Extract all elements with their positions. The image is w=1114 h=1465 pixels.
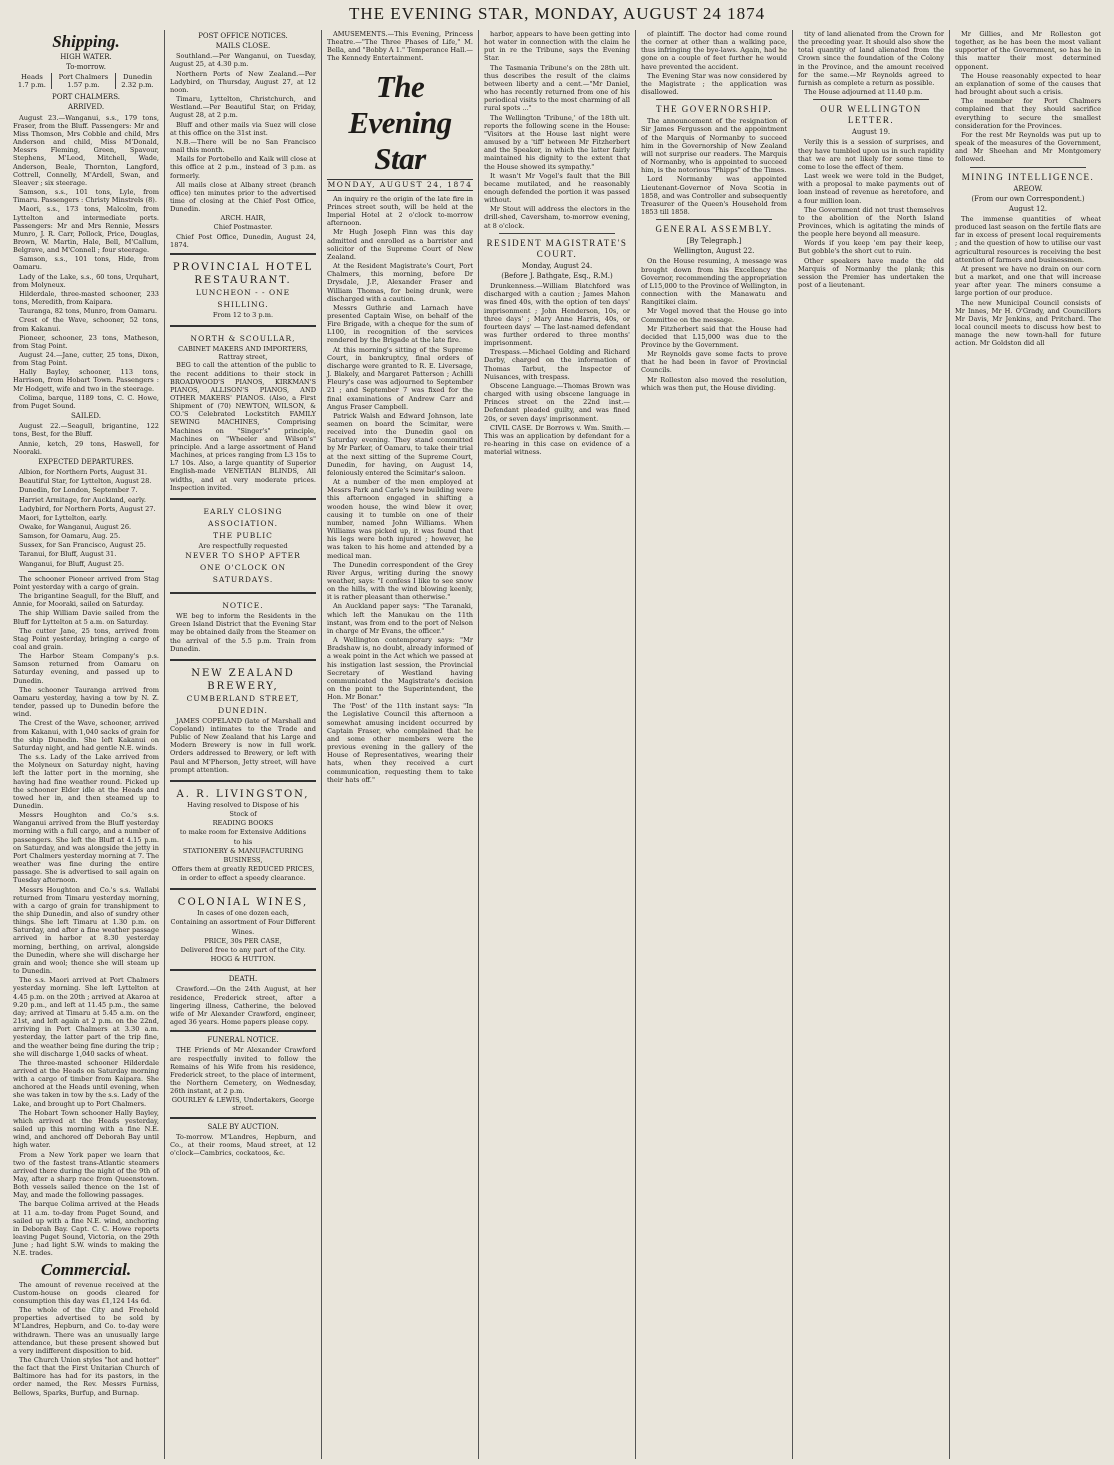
paragraph: Wanganui, for Bluff, August 25. <box>19 559 124 568</box>
wines-title: COLONIAL WINES, <box>177 897 309 909</box>
paragraph: The whole of the City and Freehold properties advertised to be sold by M'Landres, Hepburn, and Co. to-day were withdrawn. There was an unusually large attendance, but these present showed but a very indifferent disposition to bid. <box>13 1306 159 1355</box>
paragraph: The new Municipal Council consists of Mr Innes, Mr H. O'Grady, and Councillors Mr Davis, Mr Jenkins, and Pritchard. The local council meets to discuss how best to manage the new town-hall for future action. Mr Goldston did all <box>955 298 1101 348</box>
paragraph: August 24.—Jane, cutter, 25 tons, Dixon, from Stag Point. <box>13 351 159 368</box>
assembly-date: Wellington, August 22. <box>673 247 755 256</box>
brewery-title: NEW ZEALAND BREWERY, <box>191 667 295 692</box>
paragraph: Mr Fitzherbert said that the House had decided that L15,000 was due to the Province by the Government. <box>641 324 787 349</box>
assembly-body <box>641 257 787 392</box>
tide-time: 2.32 p.m. <box>116 81 159 89</box>
cabinet-ad <box>170 333 316 492</box>
paragraph: Colima, barque, 1189 tons, C. C. Howe, from Puget Sound. <box>13 393 159 410</box>
paragraph: Pioneer, schooner, 23 tons, Matheson, from Stag Point. <box>13 333 159 350</box>
paragraph: For the rest Mr Reynolds was put up to speak of the measures of the Government, and Mr Sheehan and Mr Montgomery followed. <box>955 130 1101 164</box>
divider <box>170 253 316 255</box>
paragraph: In cases of one dozen each, <box>197 909 289 918</box>
sale-title: SALE BY AUCTION. <box>207 1122 279 1131</box>
paragraph: Mr Hugh Joseph Finn was this day admitted and enrolled as a barrister and solicitor of the Supreme Court of New Zealand. <box>327 228 473 261</box>
divider <box>170 592 316 594</box>
notice-title: NOTICE. <box>222 601 264 611</box>
paragraph: Delivered free to any part of the City. <box>180 945 306 954</box>
paragraph: The Government did not trust themselves to the abolition of the North Island Provinces, which is agitating the minds of the people here beyond all measure. <box>798 205 944 239</box>
funeral-sign: GOURLEY & LEWIS, Undertakers, George street. <box>171 1096 315 1113</box>
tide-place: Heads <box>21 73 43 82</box>
paragraph: CIVIL CASE. Dr Borrows v. Wm. Smith.—This was an application by defendant for a re-hearing in this case on evidence of a material witness. <box>484 423 630 457</box>
paragraph: BUSINESS, <box>223 855 263 864</box>
paragraph: From a New York paper we learn that two of the fastest trans-Atlantic steamers arrived there during the night of the 9th of May, after a sharp race from Queenstown. Both vessels sailed thence on the 1st of May, and made the following passages. <box>13 1150 159 1200</box>
paragraph: Drunkenness.—William Blatchford was discharged with a caution ; James Mahon was fined 40s, with the option of ten days' imprisonment ; John Henderson, 10s, or three days' ; Mary Anne Harris, 40s, or fourteen days' — The last-named defendant was further ordered to three months' imprisonment. <box>484 282 630 348</box>
shipping-heading: Shipping. <box>52 32 120 51</box>
paragraph: Patrick Walsh and Edward Johnson, late seamen on board the Scimitar, were received into the Dunedin gaol on Saturday evening. They stand committed by Mr Parker, of Oamaru, to take their trial at the next sitting of the Supreme Court, Dunedin, for having, on August 14, feloniously entered the Scimitar's saloon. <box>327 411 473 477</box>
paragraph: Last week we were told in the Budget, with a proposal to make payments out of loan instead of revenue as heretofore, and a four million loan. <box>798 172 944 205</box>
paragraph: to his <box>233 837 253 846</box>
funeral-body: THE Friends of Mr Alexander Crawford are respectfully invited to follow the Remains of his Wife from his residence, Frederick street, to the place of interment, the Northern Cemetery, on Wednesday, 26th instant, at 2 p.m. <box>170 1046 316 1096</box>
paragraph: Timaru, Lyttelton, Christchurch, and Westland.—Per Beautiful Star, on Friday, August 28, at 2 p.m. <box>170 95 316 120</box>
restaurant-title: PROVINCIAL HOTEL RESTAURANT. <box>172 261 314 286</box>
court-bench: (Before J. Bathgate, Esq., R.M.) <box>501 271 613 280</box>
paragraph: A Wellington contemporary says: "Mr Bradshaw is, no doubt, already informed of a weak point in the Act which we passed at his instigation last session, the Provincial Secretary of Westland having communicated the Magistrate's decision on the point to the Superintendent, the Hon. Mr Bonar." <box>327 636 473 702</box>
livingston-ad <box>170 788 316 882</box>
paragraph: Containing an assortment of Four Different <box>170 918 316 927</box>
mining-subtitle: AREOW. <box>1013 184 1043 193</box>
paragraph: August 23.—Wanganui, s.s., 179 tons, Fraser, from the Bluff. Passengers: Mr and Miss Thomson, Mrs Cobble and child, Mrs Anderson and child, Miss M'Donald, Messrs Fleming, Green, Spavour, Stephens, M'Leod, Mitchell, Wade, Anderson, Beale, Thornton, Langford, Cottrell, Connelly, M'Ardell, Swan, and Sleaver ; six steerage. <box>13 113 159 187</box>
paragraph: Mr Reynolds gave some facts to prove that he had been in favor of Provincial Councils. <box>641 350 787 375</box>
paragraph: Messrs Guthrie and Larnach have presented Captain Wise, on behalf of the Fire Brigade, with a cheque for the sum of L100, in recognition of the services rendered by the Brigade at the late fire. <box>327 303 473 345</box>
letter-title: OUR WELLINGTON LETTER. <box>820 104 922 126</box>
sailed-title: SAILED. <box>71 412 101 421</box>
paragraph: Trespass.—Michael Golding and Richard Darby, charged on the information of Thomas Tarbut, the Inspector of Nuisances, with trespass. <box>484 348 630 381</box>
paragraph: Stock of <box>229 810 257 819</box>
paragraph: The Dunedin correspondent of the Grey River Argus, writing during the snowy weather, says: "I confess I like to see snow on the hills, with the wind blowing keenly, it is rather pleasant than otherwise." <box>327 560 473 602</box>
assembly-sub: [By Telegraph.] <box>686 237 742 246</box>
politics-body <box>641 30 787 96</box>
paragraph: Offers them at greatly REDUCED PRICES, <box>171 865 315 873</box>
shipping-news <box>13 575 159 1258</box>
running-head <box>8 4 1106 24</box>
paragraph: Beautiful Star, for Lyttelton, August 28. <box>19 477 152 486</box>
column-advertisements <box>164 30 321 1459</box>
death-body: Crawford.—On the 24th August, at her residence, Frederick street, after a lingering illness, Catherine, the beloved wife of Mr Alexander Crawford, engineer, aged 36 years. Home papers please copy. <box>170 985 316 1027</box>
paragraph: N.B.—There will be no San Francisco mail this month. <box>170 137 316 155</box>
early-closing-ad <box>170 506 316 586</box>
funeral-title: FUNERAL NOTICE. <box>207 1036 279 1045</box>
tide-time: 1.57 p.m. <box>51 81 115 89</box>
columns <box>8 30 1106 1459</box>
paragraph: Dunedin, for London, September 7. <box>19 486 138 495</box>
paragraph: READING BOOKS <box>212 819 274 828</box>
paragraph: The amount of revenue received at the Custom-house on goods cleared for consumption this day was £1,124 14s 6d. <box>13 1280 159 1305</box>
restaurant-line: From 12 to 3 p.m. <box>212 310 274 319</box>
paragraph: The barque Colima arrived at the Heads at 11 a.m. to-day from Puget Sound, and sailed up with a fine N.E. wind, anchoring in Deborah Bay. Capt. C. C. Howe reports leaving Puget Sound, Victoria, on the 29th June ; had light S.W. winds to making the N.E. trades. <box>13 1200 159 1258</box>
governorship-body <box>641 117 787 216</box>
paragraph: Having resolved to Dispose of his <box>187 800 299 809</box>
paragraph: At this morning's sitting of the Supreme Court, in bankruptcy, final orders of discharge were granted to R. E. Liversage, J. Blakely, and Margaret Patterson ; Achilli Fleury's case was adjourned to September 21 ; and September 7 was fixed for the final examinations of Andrew Carr and Angus Fraser Campbell. <box>327 345 473 411</box>
paragraph: Maori, s.s., 173 tons, Malcolm, from Lyttelton and intermediate ports. Passengers: Mr and Mrs Rennie, Messrs Munro, J. R. Carr, Pollock, Price, Douglas, Brown, W. Martin, Hale, Bell, M'Callum, Belgrave, and M'Connell ; four steerage. <box>13 205 159 255</box>
paragraph: Mails for Portobello and Kaik will close at this office at 2 p.m., instead of 3 p.m. as formerly. <box>170 155 316 180</box>
paragraph: Lord Normanby was appointed Lieutenant-Governor of Nova Scotia in 1858, and was Controller and subsequently Treasurer of the Queen's Household from 1853 till 1858. <box>641 175 787 216</box>
paragraph: On the House resuming, A message was brought down from his Excellency the Governor, recommending the appropriation of L15,000 to the Province of Wellington, in connection with the Manawatu and Rangitikei claim. <box>641 257 787 307</box>
notice-ad <box>170 600 316 653</box>
column-editorial <box>321 30 478 1459</box>
tide-table <box>13 73 159 89</box>
postmaster-date: Chief Post Office, Dunedin, August 24, 1874. <box>170 232 316 249</box>
column-letter <box>792 30 949 1459</box>
paragraph: Northern Ports of New Zealand.—Per Ladybird, on Thursday, August 27, at 12 noon. <box>170 69 316 94</box>
cabinet-body: BEG to call the attention of the public to the recent additions to their stock in BROADWOOD'S PIANOS, KIRKMAN'S PIANOS, ALLISON'S PIANOS, AND OTHER MAKERS' PIANOS. (Also, a First Shipment of (70) NEWTON, WILSON, & CO.'S Celebrated Lockstitch FAMILY SEWING MACHINES, Comprising Machines on "Singer's" principle, Machines on "Wheeler and Wilson's" principle. And a large assortment of Hand Machines, at prices ranging from L3 15s to L7 10s. Also, a large quantity of Superior English-made VENETIAN BLINDS, All widths, and at very moderate prices. Inspection invited. <box>170 361 316 492</box>
cabinet-subtitle: CABINET MAKERS AND IMPORTERS, Rattray street, <box>178 345 308 362</box>
paragraph: Harriet Armitage, for Auckland, early. <box>19 495 147 504</box>
assembly-title: GENERAL ASSEMBLY. <box>655 224 773 235</box>
commercial-news <box>13 1281 159 1397</box>
paragraph: Mr Stout will address the electors in the drill-shed, Caversham, to-morrow evening, at 8 o'clock. <box>484 205 630 230</box>
paragraph: The House adjourned at 11.40 p.m. <box>804 88 923 97</box>
paragraph: The cutter Jane, 25 tons, arrived from Stag Point yesterday, bringing a cargo of coal and grain. <box>13 626 159 651</box>
paragraph: harbor, appears to have been getting into hot water in connection with the claim he put in re the Tribune, says the Evening Star. <box>484 30 630 63</box>
notice-body: WE beg to inform the Residents in the Green Island District that the Evening Star may be obtained daily from the Steamer on the arrival of the 5.5 p.m. Train from Dunedin. <box>170 612 316 653</box>
court-date: Monday, August 24. <box>521 261 593 270</box>
divider <box>28 571 145 572</box>
early-closing-title: EARLY CLOSING ASSOCIATION. <box>203 506 283 528</box>
brewery-line: CUMBERLAND STREET, <box>186 693 300 703</box>
sale-body: To-morrow. M'Landres, Hepburn, and Co., at their rooms, Maud street, at 12 o'clock—Cambrics, cockatoos, &c. <box>170 1132 316 1158</box>
mails-close-subheading: MAILS CLOSE. <box>215 42 271 51</box>
paragraph: Hilderdale, three-masted schooner, 233 tons, Meredith, from Kaipara. <box>13 289 159 307</box>
paragraph: The schooner Tauranga arrived from Oamaru yesterday, having a tow by N. Z. tender, passed up to Dunedin before the wind. <box>13 685 159 719</box>
brewery-body: JAMES COPELAND (late of Marshall and Copeland) intimates to the Trade and Public of New Zealand that his Large and Modern Brewery is now in full work. Orders addressed to Brewery, or left with Paul and M'Pherson, Jetty street, will have prompt attention. <box>170 716 316 774</box>
court-title: RESIDENT MAGISTRATE'S COURT. <box>486 237 628 259</box>
wines-ad <box>170 896 316 963</box>
paragraph: The announcement of the resignation of Sir James Fergusson and the appointment of the Marquis of Normanby to succeed him in the Governorship of New Zealand will not surprise our readers. The Marquis of Normanby, who is appointed to succeed him, is the notorious "Phipps" of the Times. <box>641 117 787 175</box>
paragraph: Albion, for Northern Ports, August 31. <box>19 468 148 477</box>
paragraph: An Auckland paper says: "The Taranaki, which left the Manukau on the 11th instant, was from end to the port of Nelson in charge of Mr Evans, the officer." <box>327 602 473 635</box>
paragraph: Crest of the Wave, schooner, 52 tons, from Kakanui. <box>13 316 159 333</box>
paragraph: The Evening Star was now considered by the Magistrate ; the application was disallowed. <box>641 71 787 97</box>
paragraph: The Tasmania Tribune's on the 28th ult. thus describes the result of the claims between liberty and a cent.—"Mr Daniel, who has recently returned from one of his periodical visits to the most charming of all rural spots ..." <box>484 63 630 113</box>
paragraph: Other speakers have made the old Marquis of Normanby the plank; this session the Premier has undertaken the post of a lieutenant. <box>798 256 944 290</box>
paragraph: Hally Bayley, schooner, 113 tons, Harrison, from Hobart Town. Passengers : Mr Hodgett, wife and two in the steerage. <box>13 368 159 393</box>
postmaster-name: ARCH. HAIR, <box>220 214 266 223</box>
paragraph: The s.s. Lady of the Lake arrived from the Molyneux on Saturday night, having left the latter port in the morning, she having had fine weather round. Picked up the schooner Elder idle at the Heads and towed her in, and then steamed up to Dunedin. <box>13 753 159 810</box>
paragraph: It wasn't Mr Vogel's fault that the Bill became mutilated, and he reasonably enough defended the portion it was passed without. <box>484 171 630 205</box>
paragraph: The Hobart Town schooner Hally Bayley, which arrived at the Heads yesterday, sailed up this morning with a fine N.E. wind, and anchored off Deborah Bay until high water. <box>13 1108 159 1150</box>
livingston-title: A. R. LIVINGSTON, <box>176 788 310 800</box>
restaurant-line: LUNCHEON - - ONE SHILLING. <box>195 287 291 309</box>
port-title: PORT CHALMERS. <box>52 93 120 102</box>
paragraph: Mr Vogel moved that the House go into Committee on the message. <box>641 307 787 324</box>
tide-title: HIGH WATER. <box>60 53 112 61</box>
post-notices <box>170 52 316 213</box>
paragraph: HOGG & HUTTON. <box>210 955 276 964</box>
paragraph: Lady of the Lake, s.s., 60 tons, Urquhart, from Molyneux. <box>13 272 159 289</box>
paragraph: At the Resident Magistrate's Court, Port Chalmers, this morning, before Dr Drysdale, J.P., Alexander Fraser and William Thomas, for being drunk, were discharged with a caution. <box>327 262 473 303</box>
paragraph: The schooner Pioneer arrived from Stag Point yesterday with a cargo of grain. <box>13 574 159 591</box>
livingston-lines <box>170 801 316 882</box>
paragraph: Owake, for Wanganui, August 26. <box>19 522 132 531</box>
paragraph: tity of land alienated from the Crown for the preceding year. It should also show the total quantity of land alienated from the Crown since the foundation of the Colony in the Province, and the amount received for the same.—Mr Reynolds agreed to furnish as complete a return as possible. <box>798 30 944 87</box>
paragraph: The Wellington 'Tribune,' of the 18th ult. reports the following scene in the House: "Visitors at the House last night were amused by a 'tiff' between Mr Fitzherbert and the Speaker, in which the latter fairly maintained his dignity to the extent that the House showed its sympathy." <box>484 113 630 171</box>
mining-lead <box>955 30 1101 164</box>
running-head-title: THE EVENING STAR, MONDAY, AUGUST 24 1874 <box>348 4 766 23</box>
paragraph: Bluff and other mails via Suez will close at this office on the 31st inst. <box>170 120 316 137</box>
paragraph: Words if you keep 'em pay their keep, But gobble's the short cut to ruin. <box>798 239 944 256</box>
tide-time: 1.7 p.m. <box>17 81 46 90</box>
flag-date: MONDAY, AUGUST 24, 1874 <box>327 179 473 191</box>
divider <box>970 167 1087 168</box>
paragraph: Tauranga, 82 tons, Munro, from Oamaru. <box>19 307 158 316</box>
brewery-ad <box>170 667 316 774</box>
divider <box>170 888 316 890</box>
divider <box>170 325 316 327</box>
letter-lead <box>798 30 944 96</box>
divider <box>170 1117 316 1119</box>
divider <box>656 99 773 100</box>
paragraph: Sussex, for San Francisco, August 25. <box>19 541 146 550</box>
paragraph: Messrs Houghton and Co.'s s.s. Wallabi returned from Timaru yesterday morning, with a cargo of grain for transhipment to the ship Dunedin, and also of sundry other things. She left Timaru at 1.30 p.m. on Saturday, and after a fine weather passage arrived in harbor at 8.30 yesterday morning, berthing, on arrival, alongside the Dunedin, where she will discharge her grain and wool; thence she will steam up to Dunedin. <box>13 885 159 976</box>
column-politics <box>635 30 792 1459</box>
paragraph: The brigantine Seagull, for the Bluff, and Annie, for Mooraki, sailed on Saturday. <box>13 592 159 609</box>
mining-body <box>955 215 1101 348</box>
news-body <box>484 30 630 230</box>
paragraph: Southland.—Per Wanganui, on Tuesday, August 25, at 4.30 p.m. <box>170 52 316 69</box>
letter-body <box>798 138 944 289</box>
paragraph: Annie, ketch, 29 tons, Haswell, for Nooraki. <box>13 439 159 456</box>
paragraph: Verily this is a session of surprises, and they have tumbled upon us in such rapidity that we are not likely for some time to come to lose the effect of them. <box>798 138 944 171</box>
paragraph: The s.s. Maori arrived at Port Chalmers yesterday morning. She left Lyttelton at 4.45 p.m. on the 20th ; arrived at Akaroa at 9.20 p.m., and left at 11.45 p.m., the same day; arrived at Timaru at 5.45 a.m. on the 21st, and left again at 2 p.m. on the 22nd, arriving in Port Chalmers at 3.30 a.m. yesterday, the latter part of the trip fine, and the weather being fine during the trip ; she will discharge 1,040 sacks of wheat. <box>13 976 159 1058</box>
paragraph: Maori, for Lyttelton, early. <box>19 513 108 522</box>
tide-place: Port Chalmers <box>51 73 115 81</box>
commercial-heading: Commercial. <box>40 1259 132 1279</box>
paragraph: An inquiry re the origin of the late fire in Princes street south, will be held at the Imperial Hotel at 2 o'clock to-morrow afternoon. <box>327 194 473 228</box>
mining-credit: (From our own Correspondent.) <box>971 194 1085 203</box>
divider <box>170 498 316 500</box>
column-shipping <box>8 30 164 1459</box>
paragraph: Samson, s.s., 101 tons, Lyle, from Timaru. Passengers : Christy Minstrels (8). <box>13 188 159 205</box>
paragraph: to make room for Extensive Additions <box>179 828 307 837</box>
paragraph: PRICE, 30s PER CASE, <box>204 936 282 945</box>
divider <box>170 969 316 971</box>
column-mining <box>949 30 1106 1459</box>
early-closing-line: ONE O'CLOCK ON SATURDAYS. <box>199 563 287 585</box>
mining-title: MINING INTELLIGENCE. <box>961 171 1095 182</box>
paragraph: At a number of the men employed at Messrs Park and Carle's new building were this afternoon engaged in shifting a wooden house, the wind blew it over, causing it to tumble on one of their number, named John Williams. When Williams was picked up, it was found that his legs were both injured ; however, he was taken to his home and attended by a medical man. <box>327 478 473 560</box>
paragraph: Samson, for Oamaru, Aug. 25. <box>19 532 121 541</box>
paragraph: The Crest of the Wave, schooner, arrived from Kakanui, with 1,040 sacks of grain for the ship Dunedin. She left Kakanui on Saturday night, and had gentle N.E. winds. <box>13 719 159 752</box>
wines-lines <box>170 909 316 963</box>
divider <box>813 99 930 100</box>
paragraph: At present we have no drain on our corn but a market, and one that will increase year after year. The miners consume a large portion of our produce. <box>955 264 1101 298</box>
paragraph: All mails close at Albany street (branch office) ten minutes prior to the advertised time of closing at the Chief Post Office, Dunedin. <box>170 180 316 214</box>
letter-date: August 19. <box>851 128 891 137</box>
court-body <box>484 282 630 456</box>
paragraph: The Church Union styles "hot and hotter" the fact that the First Unitarian Church of Baltimore has had for its pastors, in the order named, the Rev. Messrs Furniss, Bellows, Sparks, Burfup, and Burnap. <box>13 1355 159 1397</box>
paragraph: The member for Port Chalmers complained that they should sacrifice everything to secure the smallest consideration for the Provinces. <box>955 97 1101 130</box>
cabinet-title: NORTH & SCOULLAR, <box>190 334 296 344</box>
column-news <box>478 30 635 1459</box>
paragraph: August 22.—Seagull, brigantine, 122 tons, Best, for the Bluff. <box>13 422 159 439</box>
post-office-heading: POST OFFICE NOTICES. <box>198 32 288 40</box>
paragraph: The Harbor Steam Company's p.s. Samson returned from Oamaru on Saturday evening, and passed up to Dunedin. <box>13 652 159 685</box>
tide-place: Dunedin <box>116 73 159 81</box>
sailings-list <box>13 422 159 456</box>
brewery-line: DUNEDIN. <box>218 705 268 715</box>
paragraph: Obscene Language.—Thomas Brown was charged with using obscene language in Princes street on the 22nd inst.—Defendant pleaded guilty, and was fined 20s, or seven days' imprisonment. <box>484 381 630 423</box>
postmaster-title: Chief Postmaster. <box>213 223 273 232</box>
paragraph: in order to effect a speedy clearance. <box>180 874 306 883</box>
paragraph: Messrs Houghton and Co.'s s.s. Wanganui arrived from the Bluff yesterday morning with a full cargo, and a number of passengers. She left the Bluff at 4.15 p.m. on Saturday, and was alongside the jetty in Port Chalmers yesterday morning at 7. The weather was fine during the entire passage. She is advertised to sail again on Tuesday afternoon. <box>13 811 159 885</box>
divider <box>170 1030 316 1032</box>
paragraph: Taranui, for Bluff, August 31. <box>19 550 117 559</box>
paragraph: The ship William Davie sailed from the Bluff for Lyttelton at 5 a.m. on Saturday. <box>13 609 159 626</box>
expected-title: EXPECTED DEPARTURES. <box>38 457 134 466</box>
early-closing-line: THE PUBLIC <box>213 530 273 540</box>
mining-date: August 12. <box>1008 204 1048 213</box>
early-closing-line: Are respectfully requested <box>198 541 288 550</box>
paragraph: STATIONERY & MANUFACTURING <box>182 846 304 855</box>
arrived-title: ARRIVED. <box>67 103 105 112</box>
paragraph: Wines. <box>231 927 255 936</box>
paragraph: Samson, s.s., 101 tons, Hide, from Oamaru. <box>13 255 159 272</box>
amusements: AMUSEMENTS.—This Evening, Princess Theatre.—"The Three Phases of Life," M. Bella, and "Bobby A 1." Temperance Hall.—The Kennedy Entertainment. <box>327 30 473 63</box>
tide-subtitle: To-morrow. <box>66 63 106 72</box>
death-title: DEATH. <box>228 975 258 984</box>
paragraph: The immense quantities of wheat produced last season on the fertile flats are far in excess of present local requirements ; and the question of how to utilise our vast agricultural resources is receiving the best attention of farmers and businessmen. <box>955 214 1101 264</box>
divider <box>499 233 616 234</box>
divider <box>656 219 773 220</box>
paragraph: The 'Post' of the 11th instant says: "In the Legislative Council this afternoon a somewhat amusing incident occurred by Captain Fraser, who complained that he and some other members were the previous evening in the gallery of the House of Representatives, wearing their hats, when they received a curt communication, requesting them to take their hats off." <box>327 702 473 784</box>
departures-list <box>13 468 159 568</box>
early-closing-line: NEVER TO SHOP AFTER <box>185 551 301 561</box>
masthead-flag: The Evening Star <box>348 68 452 176</box>
paragraph: Ladybird, for Northern Ports, August 27. <box>19 504 156 513</box>
paragraph: Mr Rolleston also moved the resolution, which was then put, the House dividing. <box>641 375 787 392</box>
divider <box>170 659 316 661</box>
paragraph: The House reasonably expected to hear an explanation of some of the causes that had brought about such a crisis. <box>955 71 1101 97</box>
governorship-title: THE GOVERNORSHIP. <box>655 104 772 115</box>
paragraph: Mr Gillies, and Mr Rolleston got together, as he has been the most valiant supporter of the Government, so has he in this matter their most determined opponent. <box>955 30 1101 71</box>
restaurant-ad <box>170 261 316 319</box>
paragraph: The three-masted schooner Hilderdale arrived at the Heads on Saturday morning with a cargo of timber from Kaipara. She anchored at the Heads until evening, when she was taken in tow by the s.s. Lady of the Lake, and brought up to Port Chalmers. <box>13 1058 159 1108</box>
paragraph: of plaintiff. The doctor had come round the corner at other than a walking pace, thus infringing the bye-laws. Again, had he gone on a couple of feet further he would have prevented the accident. <box>641 30 787 71</box>
editorial-body <box>327 195 473 784</box>
arrivals-list <box>13 114 159 410</box>
divider <box>170 780 316 782</box>
